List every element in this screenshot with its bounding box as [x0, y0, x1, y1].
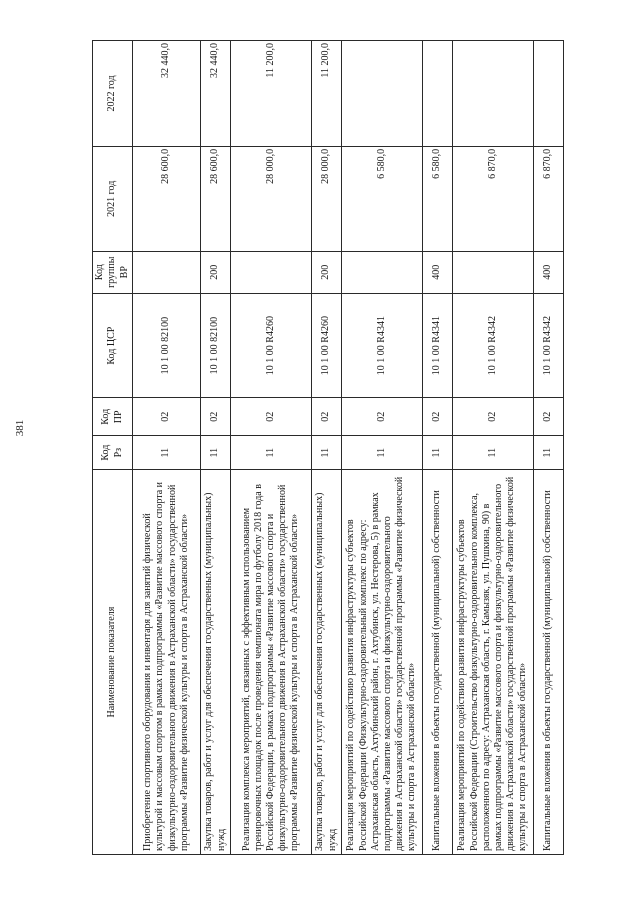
row-csr: 10 1 00 R4341 [342, 293, 423, 398]
header-vr: Код группы ВР [93, 251, 133, 293]
row-2022 [342, 41, 423, 147]
table-row [342, 41, 423, 855]
row-pr: 02 [534, 398, 564, 436]
header-csr: Код ЦСР [93, 293, 133, 398]
header-pr: Код ПР [93, 398, 133, 436]
header-name: Наименование показателя [93, 470, 133, 855]
row-2022: 11 200,0 [312, 41, 342, 147]
row-2022 [423, 41, 453, 147]
row-pr: 02 [423, 398, 453, 436]
row-2021: 28 600,0 [133, 146, 201, 251]
row-csr: 10 1 00 82100 [201, 293, 231, 398]
row-2021: 6 580,0 [423, 146, 453, 251]
row-name: Капитальные вложения в объекты государственной (муниципальной) собственности [423, 470, 453, 855]
page-number: 381 [14, 419, 26, 437]
header-2021: 2021 год [93, 146, 133, 251]
row-vr: 400 [423, 251, 453, 293]
row-vr [453, 251, 534, 293]
row-name: Закупка товаров, работ и услуг для обеспечения государственных (муниципальных) нужд [201, 470, 231, 855]
table-row [423, 41, 453, 855]
row-2021: 6 580,0 [342, 146, 423, 251]
row-name: Капитальные вложения в объекты государственной (муниципальной) собственности [534, 470, 564, 855]
row-vr: 200 [201, 251, 231, 293]
row-pr: 02 [342, 398, 423, 436]
row-vr [231, 251, 312, 293]
row-pr: 02 [201, 398, 231, 436]
row-rz: 11 [312, 436, 342, 470]
row-pr: 02 [231, 398, 312, 436]
row-2022 [453, 41, 534, 147]
row-rz: 11 [453, 436, 534, 470]
row-rz: 11 [231, 436, 312, 470]
header-2022: 2022 год [93, 41, 133, 147]
row-2021: 28 000,0 [231, 146, 312, 251]
row-rz: 11 [423, 436, 453, 470]
row-vr [342, 251, 423, 293]
row-rz: 11 [133, 436, 201, 470]
row-2022: 11 200,0 [231, 41, 312, 147]
row-vr [133, 251, 201, 293]
row-csr: 10 1 00 R4341 [423, 293, 453, 398]
row-2022 [534, 41, 564, 147]
row-rz: 11 [201, 436, 231, 470]
row-name: Закупка товаров, работ и услуг для обеспечения государственных (муниципальных) нужд [312, 470, 342, 855]
header-rz: Код Рз [93, 436, 133, 470]
row-2021: 28 000,0 [312, 146, 342, 251]
row-2022: 32 440,0 [201, 41, 231, 147]
row-pr: 02 [312, 398, 342, 436]
row-rz: 11 [342, 436, 423, 470]
row-vr: 400 [534, 251, 564, 293]
header-row [93, 41, 133, 855]
row-pr: 02 [453, 398, 534, 436]
row-pr: 02 [133, 398, 201, 436]
table-row [534, 41, 564, 855]
row-2021: 6 870,0 [453, 146, 534, 251]
table-row [231, 41, 312, 855]
row-csr: 10 1 00 R4260 [231, 293, 312, 398]
table-row [201, 41, 231, 855]
row-name: Реализация мероприятий по содействию развития инфраструктуры субъектов Российской Федерации (Строительство физкультурно-оздоровительного комплекса, расположенного по адресу: Астраханская область, г. Камызяк, ул. Пушкина, 90) в рамках подпрограммы «Развитие массового спорта и физкультурно-оздоровительного движения в Астраханской области» государственной программы «Развитие физической культуры и спорта в Астраханской области» [453, 470, 534, 855]
rotated-page-content [92, 40, 554, 855]
table-row [312, 41, 342, 855]
row-2021: 6 870,0 [534, 146, 564, 251]
row-name: Реализация мероприятий по содействию развития инфраструктуры субъектов Российской Федерации (Физкультурно-оздоровительный комплекс по адресу: Астраханская область, Ахтубинский район, г. Ахтубинск, ул. Нестерова, 5) в рамках подпрограммы «Развитие массового спорта и физкультурно-оздоровительного движения в Астраханской области» государственной программы «Развитие физической культуры и спорта в Астраханской области» [342, 470, 423, 855]
row-csr: 10 1 00 R4342 [453, 293, 534, 398]
table-row [453, 41, 534, 855]
row-csr: 10 1 00 R4342 [534, 293, 564, 398]
table-row [133, 41, 201, 855]
row-2021: 28 600,0 [201, 146, 231, 251]
row-name: Реализация комплекса мероприятий, связанных с эффективным использованием тренировочных площадок после проведения чемпионата мира по футболу 2018 года в Российской Федерации, в рамках подпрограммы «Развитие массового спорта и физкультурно-оздоровительного движения в Астраханской области» государственной программы «Развитие физической культуры и спорта в Астраханской области» [231, 470, 312, 855]
row-csr: 10 1 00 R4260 [312, 293, 342, 398]
row-csr: 10 1 00 82100 [133, 293, 201, 398]
budget-table [92, 40, 564, 855]
row-vr: 200 [312, 251, 342, 293]
row-2022: 32 440,0 [133, 41, 201, 147]
row-name: Приобретение спортивного оборудования и инвентаря для занятий физической культурой и массовым спортом в рамках подпрограммы «Развитие массового спорта и физкультурно-оздоровительного движения в Астраханской области» государственной программы «Развитие физической культуры и спорта в Астраханской области» [133, 470, 201, 855]
row-rz: 11 [534, 436, 564, 470]
